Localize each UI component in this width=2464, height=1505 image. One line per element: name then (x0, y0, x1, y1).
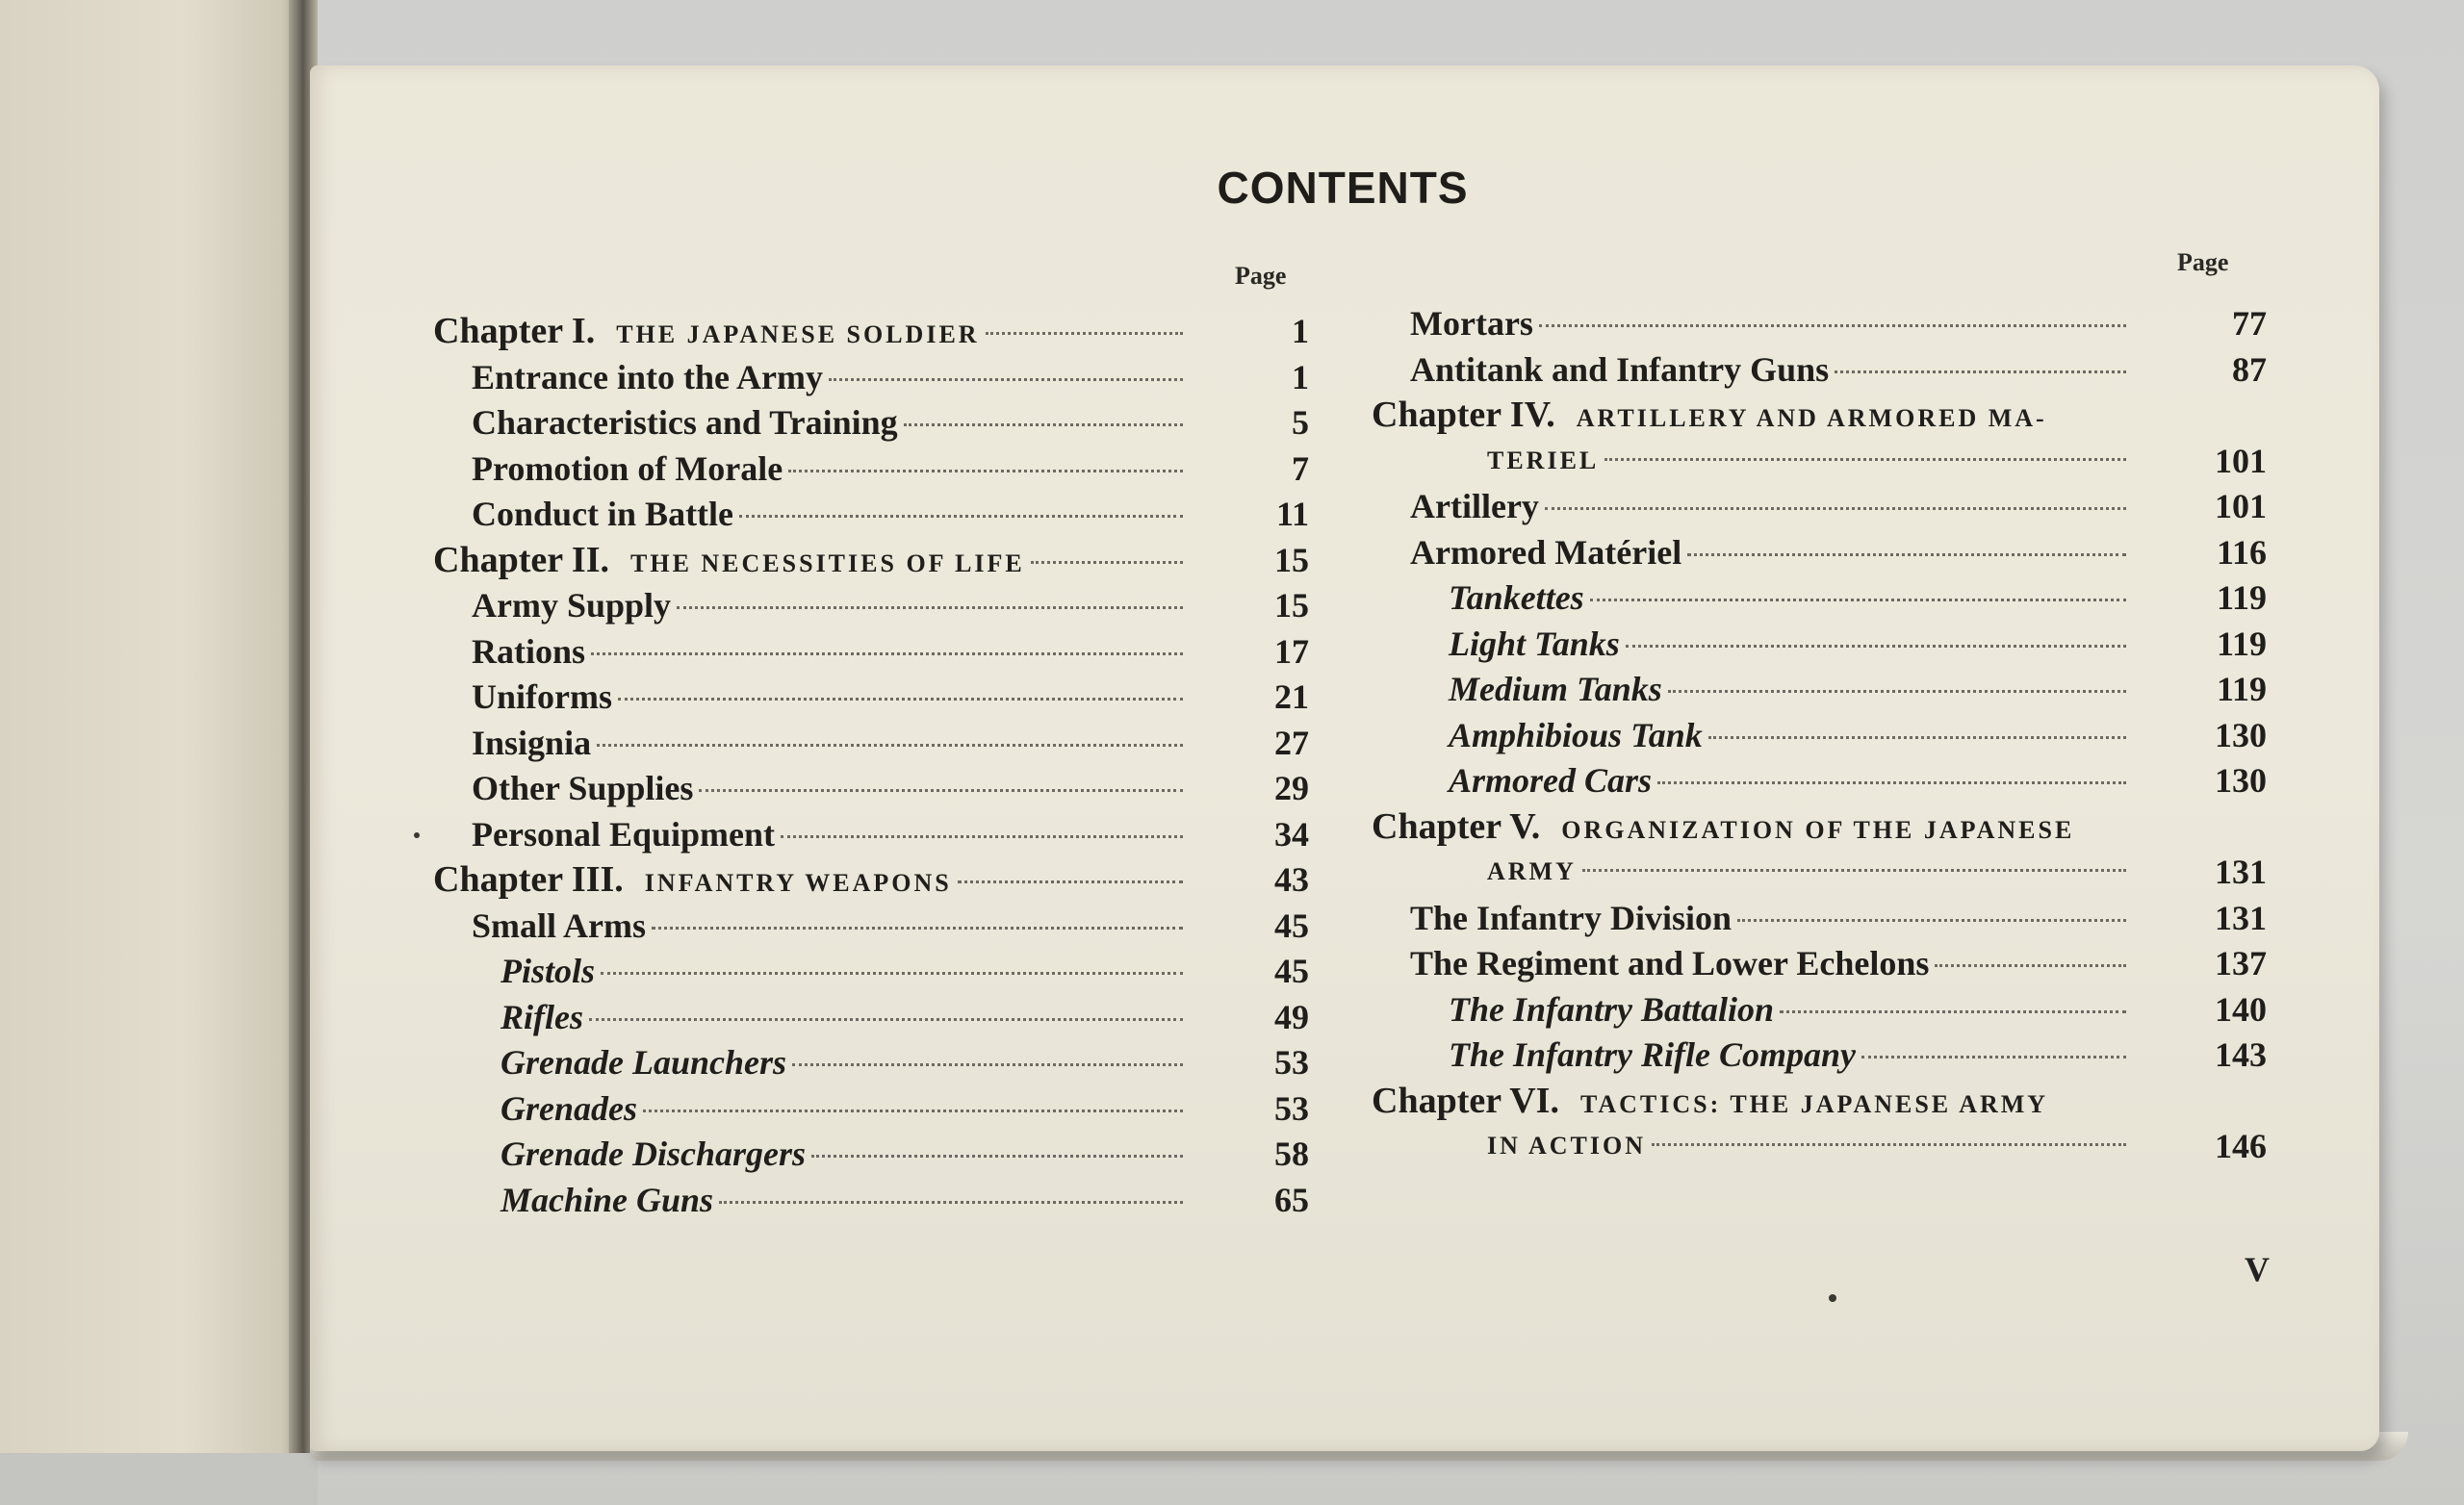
chapter-number: Chapter III. (433, 859, 624, 900)
dot-leader (781, 835, 1183, 838)
toc-section-entry (472, 720, 1189, 766)
chapter-number: Chapter V. (1372, 805, 1541, 847)
dot-leader (792, 1063, 1183, 1066)
page-number (1232, 856, 1309, 903)
dot-leader (1031, 561, 1183, 564)
entry-title: Grenade Dischargers (500, 1135, 807, 1173)
dot-leader (1687, 553, 2126, 556)
entry-title: Tankettes (1449, 578, 1584, 617)
chapter-title: THE NECESSITIES OF LIFE (630, 548, 1025, 577)
page-number-text: 17 (1274, 631, 1309, 671)
page-number (2190, 346, 2267, 393)
entry-title: Amphibious Tank (1449, 715, 1703, 754)
page-number-text: 131 (2215, 853, 2267, 891)
toc-chapter-entry (1487, 438, 2132, 484)
toc-subsection-entry (1449, 574, 2132, 621)
toc-subsection-entry (1449, 757, 2132, 804)
toc-section-entry (472, 628, 1189, 675)
entry-title: Promotion of Morale (472, 448, 783, 488)
dot-leader (1582, 869, 2126, 872)
dot-leader (788, 470, 1183, 472)
dot-leader (1835, 370, 2126, 373)
page-number-text: 15 (1274, 540, 1309, 579)
toc-section-entry (472, 674, 1189, 720)
chapter-title: TACTICS: THE JAPANESE ARMY (1579, 1089, 2049, 1118)
page-number (1232, 582, 1309, 628)
page-column-header-left: Page (1235, 262, 1287, 290)
dot-leader (601, 972, 1183, 975)
toc-section-entry (472, 446, 1189, 492)
dot-leader (1539, 324, 2126, 327)
dot-leader (1780, 1010, 2126, 1013)
toc-subsection-entry (1449, 986, 2132, 1033)
entry-title: Mortars (1410, 304, 1533, 343)
page-number (2190, 986, 2267, 1033)
toc-chapter-entry (433, 856, 1189, 903)
toc-chapter-entry (433, 537, 1189, 583)
page-number (1232, 1085, 1309, 1132)
toc-subsection-entry (500, 1085, 1189, 1132)
dot-leader (958, 880, 1183, 883)
dot-leader (618, 698, 1183, 701)
dot-leader (1708, 736, 2126, 739)
page-number-text: 137 (2215, 944, 2267, 982)
dot-leader (643, 1110, 1183, 1112)
toc-section-entry (472, 491, 1189, 537)
page-number-text: 53 (1274, 1088, 1309, 1128)
dot-leader (591, 652, 1183, 655)
page-number (1232, 446, 1309, 492)
entry-title: The Infantry Battalion (1449, 989, 1775, 1029)
page-number (2190, 300, 2267, 346)
entry-title: The Infantry Rifle Company (1449, 1035, 1857, 1074)
page-title: CONTENTS (1217, 163, 1469, 213)
entry-title: Armored Cars (1449, 761, 1653, 800)
page-number-text: 65 (1274, 1180, 1309, 1219)
page-number-text: 101 (2215, 487, 2267, 525)
page-number-text: 87 (2232, 349, 2267, 389)
entry-title: Grenade Launchers (500, 1043, 787, 1082)
dot-leader (652, 927, 1183, 930)
page-number-text: 146 (2215, 1127, 2267, 1165)
toc-subsection-entry (1449, 666, 2132, 712)
entry-title: Small Arms (472, 906, 647, 945)
entry-title: The Regiment and Lower Echelons (1410, 944, 1930, 982)
page-number-text: 130 (2215, 761, 2267, 800)
toc-section-entry (1410, 346, 2132, 393)
page-column-header-right: Page (2177, 248, 2229, 276)
page-number-text: 116 (2216, 532, 2267, 572)
toc-section-entry (472, 903, 1189, 949)
page-number-text: 131 (2215, 898, 2267, 937)
dot-leader (1861, 1056, 2126, 1059)
dot-leader (597, 744, 1183, 747)
page-number (2190, 940, 2267, 986)
page-number-text: 130 (2215, 715, 2267, 754)
toc-subsection-entry (500, 1039, 1189, 1085)
dot-leader (904, 423, 1183, 426)
page-number (2190, 895, 2267, 941)
dot-leader (829, 378, 1183, 381)
chapter-title: ARTILLERY AND ARMORED MA- (1576, 404, 2047, 432)
page-number (1232, 994, 1309, 1040)
chapter-number: Chapter II. (433, 539, 609, 580)
chapter-number: Chapter VI. (1372, 1080, 1559, 1121)
page-number (1232, 765, 1309, 811)
toc-subsection-entry (1449, 621, 2132, 667)
page-number (2190, 438, 2267, 484)
entry-title: Uniforms (472, 677, 612, 716)
page-number (1232, 903, 1309, 949)
page-number (2190, 712, 2267, 758)
page-number (1232, 1039, 1309, 1085)
paper-speck (1829, 1294, 1836, 1302)
toc-section-entry (1410, 483, 2132, 529)
dot-leader (1657, 781, 2126, 784)
chapter-title: ORGANIZATION OF THE JAPANESE (1561, 815, 2075, 844)
toc-section-entry (472, 354, 1189, 400)
page-number-text: 5 (1292, 403, 1309, 442)
page-number-text: 27 (1274, 723, 1309, 762)
chapter-title-continuation: IN ACTION (1487, 1132, 1646, 1160)
entry-title: Other Supplies (472, 769, 694, 807)
dot-leader (589, 1018, 1183, 1021)
page-number (1232, 720, 1309, 766)
dot-leader (1604, 458, 2126, 461)
page-number (2190, 757, 2267, 804)
dot-leader (1652, 1143, 2126, 1146)
dot-leader (1626, 645, 2126, 648)
toc-section-entry (1410, 895, 2132, 941)
page-number (2190, 666, 2267, 712)
page-number-text: 11 (1275, 495, 1309, 533)
toc-subsection-entry (1449, 1032, 2132, 1078)
dot-leader (811, 1155, 1183, 1158)
toc-chapter-entry (1487, 849, 2132, 895)
page-number (1232, 491, 1309, 537)
entry-title: Artillery (1410, 487, 1539, 525)
page-number (2190, 1123, 2267, 1169)
page-number-text: 140 (2215, 989, 2267, 1029)
toc-section-entry (472, 765, 1189, 811)
toc-chapter-entry (1487, 1123, 2132, 1169)
entry-title: The Infantry Division (1410, 898, 1732, 937)
toc-subsection-entry (500, 994, 1189, 1040)
chapter-number: Chapter I. (433, 311, 596, 351)
dot-leader (1935, 964, 2126, 967)
page-number-text: 101 (2215, 441, 2267, 480)
dot-leader (719, 1201, 1183, 1204)
dot-leader (739, 515, 1183, 518)
chapter-title: INFANTRY WEAPONS (644, 869, 952, 897)
toc-subsection-entry (500, 948, 1189, 994)
entry-title: Light Tanks (1449, 624, 1620, 663)
chapter-number: Chapter IV. (1372, 395, 1555, 435)
toc-section-entry (1410, 300, 2132, 346)
chapter-title-continuation: ARMY (1487, 857, 1577, 885)
page-folio: V (2245, 1250, 2270, 1288)
entry-title: Grenades (500, 1088, 637, 1128)
page-number-text: 15 (1274, 586, 1309, 625)
page-number (2190, 483, 2267, 529)
entry-title: Armored Matériel (1410, 532, 1682, 572)
page-number (1232, 1131, 1309, 1177)
page-number (1232, 948, 1309, 994)
page-number-text: 29 (1274, 769, 1309, 807)
page-number-text: 45 (1274, 906, 1309, 945)
entry-title: Pistols (500, 952, 596, 990)
entry-title: Personal Equipment (472, 814, 776, 854)
page-number-text: 34 (1274, 814, 1309, 854)
page-number (1232, 674, 1309, 720)
page-number (1232, 537, 1309, 583)
toc-subsection-entry (500, 1131, 1189, 1177)
page-number-text: 53 (1274, 1043, 1309, 1082)
paper-speck (414, 832, 420, 838)
toc-chapter-heading (1372, 804, 2074, 850)
toc-chapter-heading (1372, 1078, 2048, 1124)
page-number (1232, 628, 1309, 675)
entry-title: Conduct in Battle (472, 495, 734, 533)
left-page (0, 0, 306, 1453)
page-number (1232, 354, 1309, 400)
chapter-title-continuation: TERIEL (1487, 446, 1600, 474)
page-number-text: 7 (1292, 448, 1309, 488)
entry-title: Characteristics and Training (472, 403, 898, 442)
toc-subsection-entry (1449, 712, 2132, 758)
page-number-text: 119 (2216, 624, 2267, 663)
page-number-text: 49 (1274, 997, 1309, 1036)
entry-title: Medium Tanks (1449, 670, 1662, 708)
page-number-text: 77 (2232, 304, 2267, 343)
dot-leader (677, 606, 1183, 609)
page-number (2190, 1032, 2267, 1078)
chapter-title: THE JAPANESE SOLDIER (616, 320, 980, 348)
entry-title: Machine Guns (500, 1180, 714, 1219)
dot-leader (1737, 919, 2126, 922)
page-number (2190, 849, 2267, 895)
toc-section-entry (472, 811, 1189, 857)
page-number-text: 119 (2216, 578, 2267, 617)
entry-title: Antitank and Infantry Guns (1410, 349, 1830, 389)
page-number (1232, 399, 1309, 446)
toc-section-entry (472, 399, 1189, 446)
page-number-text: 1 (1292, 357, 1309, 396)
dot-leader (1668, 690, 2126, 693)
page-number-text: 45 (1274, 952, 1309, 990)
dot-leader (1590, 599, 2126, 601)
dot-leader (699, 789, 1183, 792)
page-number (1232, 308, 1309, 354)
page-number (2190, 621, 2267, 667)
page-number-text: 43 (1274, 860, 1309, 899)
page-number (2190, 574, 2267, 621)
page-number-text: 21 (1274, 677, 1309, 716)
toc-section-entry (472, 582, 1189, 628)
toc-chapter-heading (1372, 392, 2047, 438)
page-number-text: 58 (1274, 1135, 1309, 1173)
entry-title: Army Supply (472, 586, 672, 625)
toc-section-entry (1410, 940, 2132, 986)
page-number (1232, 811, 1309, 857)
toc-subsection-entry (500, 1177, 1189, 1223)
entry-title: Insignia (472, 723, 592, 762)
page-number-text: 143 (2215, 1035, 2267, 1074)
toc-chapter-entry (433, 308, 1189, 354)
entry-title: Rifles (500, 997, 583, 1036)
toc-section-entry (1410, 529, 2132, 575)
page-number (1232, 1177, 1309, 1223)
dot-leader (1545, 507, 2126, 510)
page-number-text: 1 (1292, 312, 1309, 350)
page-number (2190, 529, 2267, 575)
entry-title: Rations (472, 631, 586, 671)
page-number-text: 119 (2216, 670, 2267, 708)
dot-leader (986, 332, 1183, 335)
entry-title: Entrance into the Army (472, 357, 823, 396)
